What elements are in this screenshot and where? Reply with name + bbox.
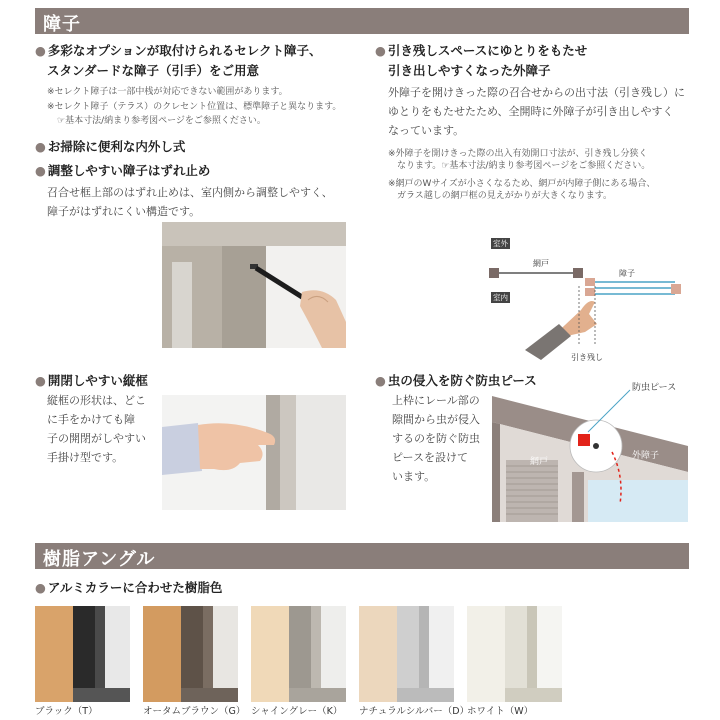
insect-body-line1: 上枠にレール部の [392, 394, 480, 407]
insect-body-line5: います。 [392, 470, 436, 483]
label-outer-sash: 外障子 [632, 451, 660, 461]
insect-body-line3: するのを防ぐ防虫 [392, 432, 480, 445]
swatch-shine-gray [251, 606, 346, 702]
swatch-label-black: ブラック（T） [35, 706, 98, 717]
section-header-shoji [35, 8, 689, 34]
select-note-2: ※セレクト障子（テラス）のクレセント位置は、標準障子と異なります。 [47, 102, 342, 112]
stile-photo [162, 395, 346, 510]
adjust-body-line1: 召合せ框上部のはずれ止めは、室内側から調整しやすく、 [47, 186, 333, 199]
sash-plan-icon [485, 232, 685, 366]
remain-body-line3: なっています。 [388, 124, 465, 137]
swatch-white [467, 606, 562, 702]
swatch-natural-silver [359, 606, 454, 702]
adjust-photo [162, 222, 346, 348]
label-remain: 引き残し [571, 353, 603, 362]
hand-icon [162, 419, 302, 489]
select-note-1: ※セレクト障子は一部中桟が対応できない範囲があります。 [47, 87, 288, 97]
stile-body-line2: に手をかけても障 [47, 413, 135, 426]
adjust-body-line2: 障子がはずれにくい構造です。 [47, 205, 201, 218]
stile-body-line1: 縦框の形状は、どこ [47, 394, 146, 407]
label-screen-door: 網戸 [530, 457, 549, 467]
remain-note2-line2: ガラス越しの網戸框の見えがかりが大きくなります。 [397, 191, 613, 201]
label-screen: 網戸 [533, 259, 549, 268]
stile-body-line3: 子の開閉がしやすい [47, 432, 146, 445]
callout-insect-piece: 防虫ピース [632, 383, 677, 393]
stile-body-line4: 手掛け型です。 [47, 451, 124, 464]
label-indoor: 室内 [493, 293, 508, 302]
remain-note2-line1: ※網戸のWサイズが小さくなるため、網戸が内障子側にある場合、 [388, 179, 656, 189]
label-outdoor: 室外 [493, 239, 508, 248]
remain-note1-line1: ※外障子を開けきった際の出入有効開口寸法が、引き残し分狭く [388, 149, 648, 159]
section-header-resin-angle [35, 543, 689, 569]
swatch-label-white: ホワイト（W） [467, 706, 534, 717]
select-heading-line1: ● 多彩なオプションが取付けられるセレクト障子、 [35, 42, 322, 60]
remain-diagram [485, 232, 685, 366]
section-title: 樹脂アングル [43, 549, 156, 570]
swatch-label-shine-gray: シャイングレー（K） [251, 706, 343, 717]
insect-body-line2: 隙間から虫が侵入 [392, 413, 480, 426]
remain-body-line1: 外障子を開けきった際の召合せからの出寸法（引き残し）に [388, 86, 685, 99]
adjust-heading: ● 調整しやすい障子はずれ止め [35, 162, 210, 180]
remain-heading-line1: ● 引き残しスペースにゆとりをもたせ [375, 42, 587, 60]
remove-heading: ● お掃除に便利な内外し式 [35, 138, 185, 156]
section-title: 障子 [43, 14, 81, 35]
swatch-autumn-brown [143, 606, 238, 702]
insect-heading: ● 虫の侵入を防ぐ防虫ピース [375, 372, 537, 390]
swatch-wood [35, 606, 73, 702]
swatch-label-autumn-brown: オータムブラウン（G） [143, 706, 246, 717]
stile-heading: ● 開閉しやすい縦框 [35, 372, 148, 390]
label-sash: 障子 [619, 269, 635, 278]
swatch-black [35, 606, 130, 702]
select-heading-line2: スタンダードな障子（引手）をご用意 [47, 63, 260, 78]
remain-body-line2: ゆとりをもたせたため、全開時に外障子が引き出しやすく [388, 105, 674, 118]
insect-diagram [492, 376, 688, 522]
resin-heading: ● アルミカラーに合わせた樹脂色 [35, 579, 222, 597]
insect-body-line4: ピースを設けて [392, 451, 469, 464]
screwdriver-hand-icon [252, 262, 346, 348]
swatch-label-natural-silver: ナチュラルシルバー（D） [359, 706, 470, 717]
remain-note1-line2: なります。☞基本寸法/納まり参考図ページをご参照ください。 [397, 161, 651, 171]
select-note-3: ☞基本寸法/納まり参考図ページをご参照ください。 [57, 116, 266, 126]
remain-heading-line2: 引き出しやすくなった外障子 [388, 63, 551, 78]
